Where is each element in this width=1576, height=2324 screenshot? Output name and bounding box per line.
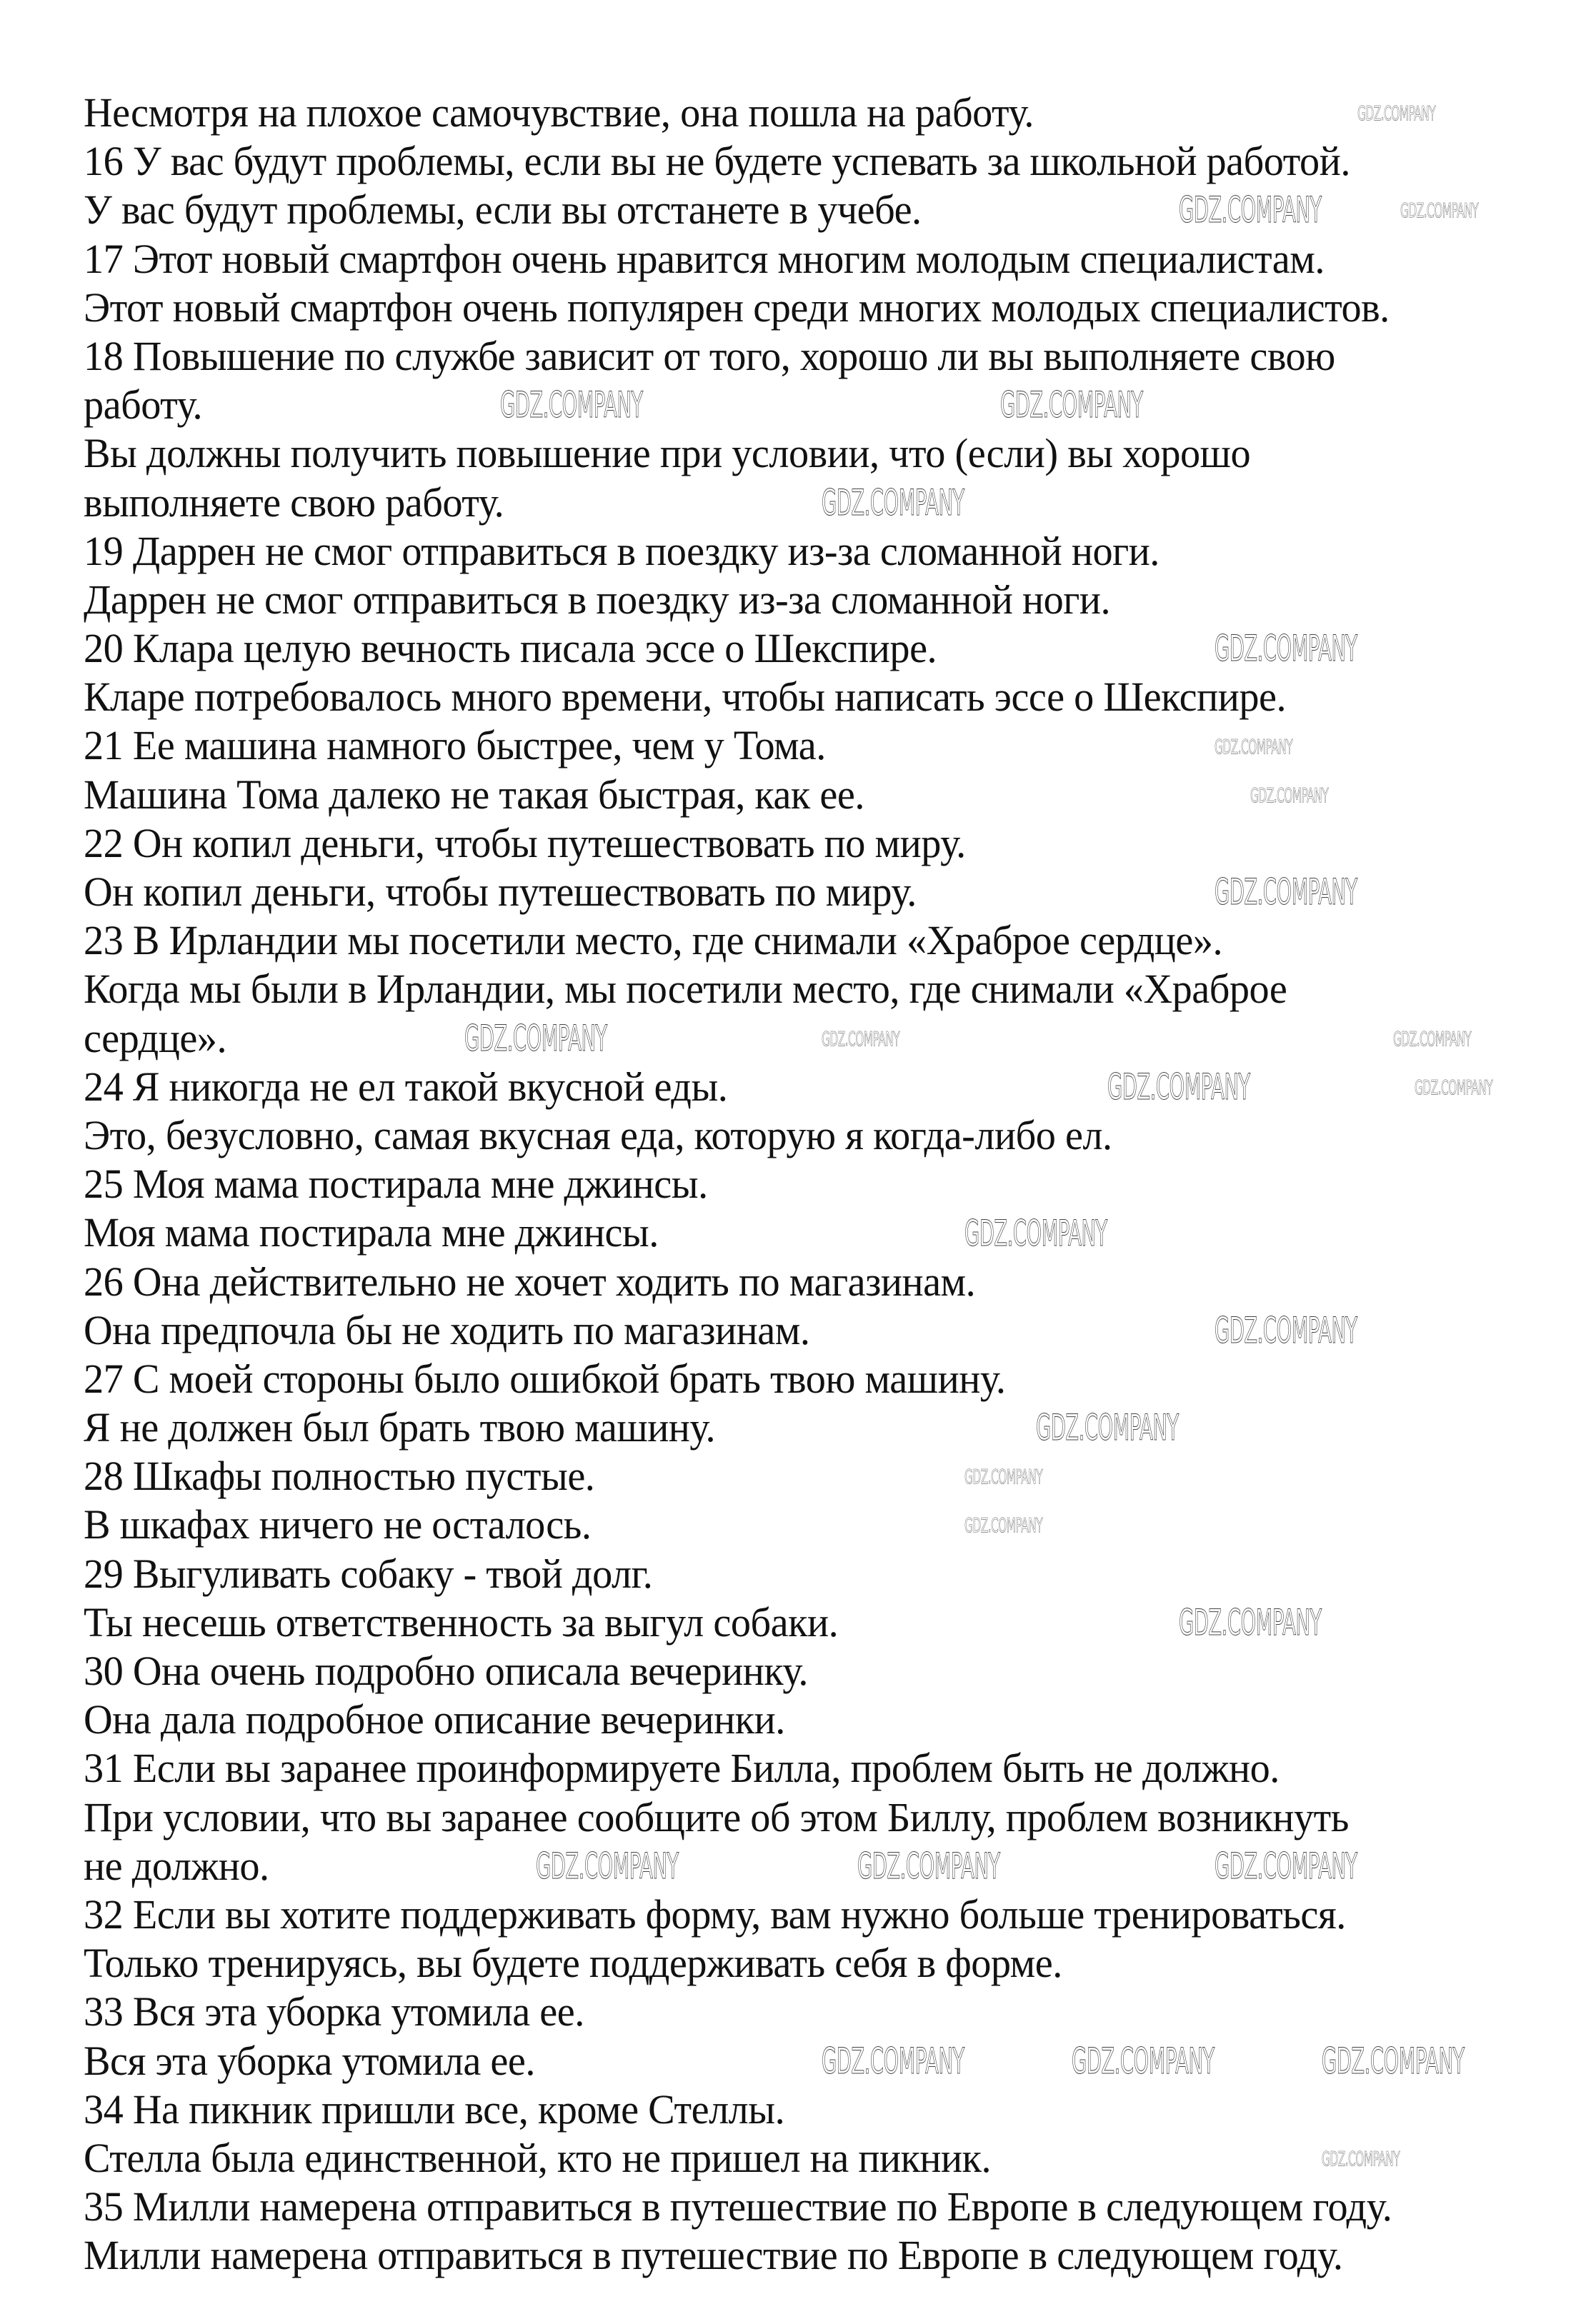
text-line: 27 С моей стороны было ошибкой брать твою машину. [84,1355,1006,1402]
text-line: 26 Она действительно не хочет ходить по магазинам. [84,1258,976,1305]
text-line: Кларе потребовалось много времени, чтобы написать эссе о Шекспире. [84,673,1287,721]
watermark: GDZ.COMPANY [1072,2040,1215,2082]
watermark: GDZ.COMPANY [964,1465,1043,1488]
text-line: 19 Даррен не смог отправиться в поездку из-за сломанной ноги. [84,527,1159,574]
watermark: GDZ.COMPANY [1215,1310,1357,1351]
text-line: Несмотря на плохое самочувствие, она пошла на работу. [84,89,1034,136]
watermark: GDZ.COMPANY [1036,1407,1179,1448]
text-line: Ты несешь ответственность за выгул собаки. [84,1598,839,1646]
text-line: не должно. [84,1842,269,1889]
watermark: GDZ.COMPANY [1107,1066,1250,1108]
text-line: 33 Вся эта уборка утомила ее. [84,1988,584,2035]
text-line: 28 Шкафы полностью пустые. [84,1453,595,1500]
text-line: сердце». [84,1014,227,1061]
watermark: GDZ.COMPANY [822,482,964,524]
text-line: работу. [84,381,203,429]
text-line: Стелла была единственной, кто не пришел на пикник. [84,2134,992,2181]
watermark: GDZ.COMPANY [500,384,643,426]
text-line: Он копил деньги, чтобы путешествовать по миру. [84,868,917,915]
text-line: 21 Ее машина намного быстрее, чем у Тома. [84,722,826,769]
watermark: GDZ.COMPANY [536,1845,679,1887]
text-line: 35 Милли намерена отправиться в путешествие по Европе в следующем году. [84,2183,1392,2230]
watermark: GDZ.COMPANY [1415,1076,1493,1099]
text-line: У вас будут проблемы, если вы отстанете в учебе. [84,186,922,234]
text-line: Только тренируясь, вы будете поддерживать себя в форме. [84,1940,1062,1987]
watermark: GDZ.COMPANY [1250,783,1329,807]
text-line: 31 Если вы заранее проинформируете Билла, проблем быть не должно. [84,1745,1280,1792]
text-line: 29 Выгуливать собаку - твой долг. [84,1550,653,1597]
text-line: Вы должны получить повышение при условии, что (если) вы хорошо [84,430,1251,477]
watermark: GDZ.COMPANY [1322,2147,1400,2170]
text-line: Даррен не смог отправиться в поездку из-за сломанной ноги. [84,576,1111,623]
text-line: 17 Этот новый смартфон очень нравится многим молодым специалистам. [84,235,1325,282]
text-line: Она предпочла бы не ходить по магазинам. [84,1306,810,1353]
watermark: GDZ.COMPANY [1179,189,1322,231]
watermark: GDZ.COMPANY [964,1513,1043,1537]
text-line: Милли намерена отправиться в путешествие по Европе в следующем году. [84,2232,1343,2279]
text-line: Это, безусловно, самая вкусная еда, которую я когда-либо ел. [84,1111,1112,1158]
watermark: GDZ.COMPANY [1215,628,1357,669]
text-line: 20 Клара целую вечность писала эссе о Шекспире. [84,625,937,672]
text-line: Машина Тома далеко не такая быстрая, как ее. [84,771,864,818]
text-line: 25 Моя мама постирала мне джинсы. [84,1161,708,1208]
watermark: GDZ.COMPANY [964,1213,1107,1254]
text-line: 32 Если вы хотите поддерживать форму, вам нужно больше тренироваться. [84,1890,1346,1938]
text-line: 24 Я никогда не ел такой вкусной еды. [84,1063,728,1110]
text-line: 18 Повышение по службе зависит от того, хорошо ли вы выполняете свою [84,332,1335,379]
watermark: GDZ.COMPANY [1393,1027,1472,1051]
text-line: Этот новый смартфон очень популярен среди многих молодых специалистов. [84,284,1390,331]
watermark: GDZ.COMPANY [822,1027,900,1051]
text-line: Когда мы были в Ирландии, мы посетили место, где снимали «Храброе [84,966,1287,1013]
text-line: 22 Он копил деньги, чтобы путешествовать по миру. [84,819,966,866]
text-line: 16 У вас будут проблемы, если вы не будете успевать за школьной работой. [84,138,1350,185]
watermark: GDZ.COMPANY [822,2040,964,2082]
watermark: GDZ.COMPANY [1215,735,1293,758]
text-line: В шкафах ничего не осталось. [84,1501,592,1548]
text-line: 30 Она очень подробно описала вечеринку. [84,1648,808,1694]
watermark: GDZ.COMPANY [1322,2040,1465,2082]
text-line: 34 На пикник пришли все, кроме Стеллы. [84,2085,785,2133]
watermark: GDZ.COMPANY [1000,384,1143,426]
watermark: GDZ.COMPANY [1357,101,1436,125]
watermark: GDZ.COMPANY [857,1845,1000,1887]
text-line: Моя мама постирала мне джинсы. [84,1209,659,1256]
text-line: При условии, что вы заранее сообщите об этом Биллу, проблем возникнуть [84,1793,1349,1840]
watermark: GDZ.COMPANY [464,1018,607,1059]
text-line: 23 В Ирландии мы посетили место, где снимали «Храброе сердце». [84,917,1223,964]
text-line: Она дала подробное описание вечеринки. [84,1696,785,1743]
watermark: GDZ.COMPANY [1400,199,1479,222]
text-line: Вся эта уборка утомила ее. [84,2037,535,2084]
watermark: GDZ.COMPANY [1179,1602,1322,1643]
text-line: Я не должен был брать твою машину. [84,1404,716,1451]
watermark: GDZ.COMPANY [1215,1845,1357,1887]
text-line: выполняете свою работу. [84,479,504,526]
watermark: GDZ.COMPANY [1215,871,1357,913]
document-body [84,89,1541,2280]
